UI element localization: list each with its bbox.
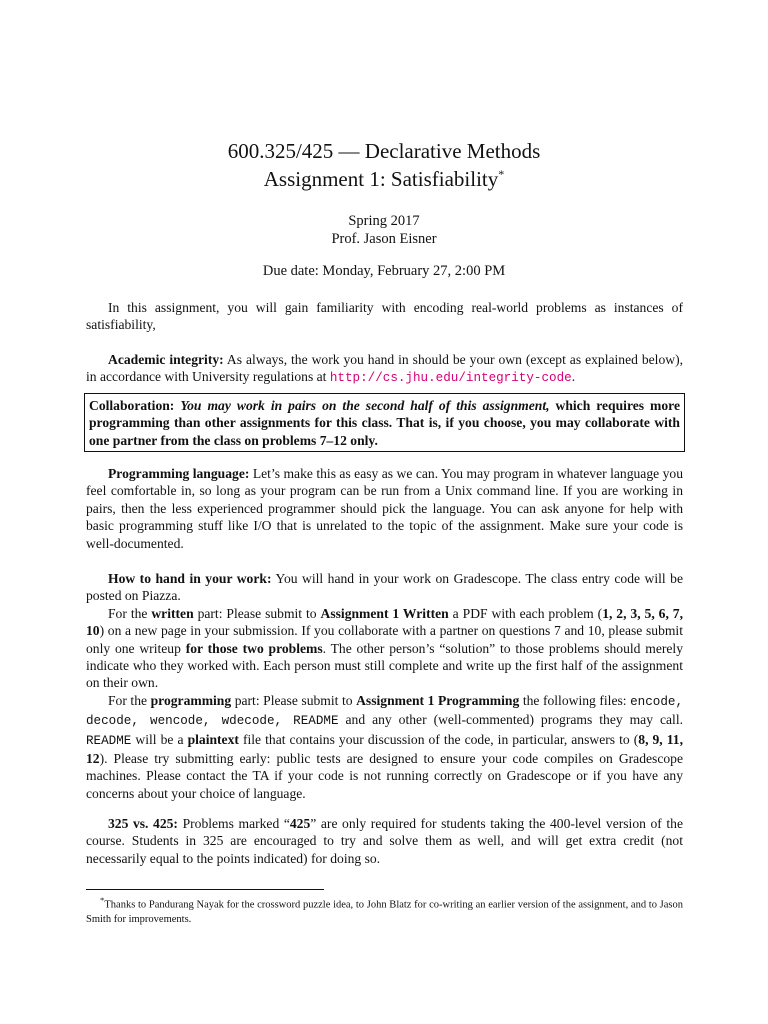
prog-d: Assignment 1 Programming bbox=[356, 692, 520, 708]
handin-label: How to hand in your work: bbox=[108, 571, 272, 586]
written-d: Assignment 1 Written bbox=[320, 605, 449, 621]
collaboration-italic: You may work in pairs on the second half of this assignment, bbox=[180, 398, 550, 413]
handin-section bbox=[86, 570, 683, 802]
written-h: for those two problems bbox=[185, 640, 323, 656]
footnote-marker: * bbox=[498, 167, 505, 181]
prog-c: part: Please submit to bbox=[234, 692, 353, 708]
due-date: Due date: Monday, February 27, 2:00 PM bbox=[262, 263, 506, 279]
language-label: Programming language: bbox=[108, 466, 250, 481]
integrity-label: Academic integrity: bbox=[108, 352, 224, 367]
professor: Prof. Jason Eisner bbox=[331, 231, 437, 247]
prog-problems: 8, 9, 11, 12 bbox=[86, 731, 683, 767]
written-e: a PDF with each problem ( bbox=[452, 605, 603, 621]
prog-h: plaintext bbox=[187, 731, 239, 747]
prog-f: and any other (well-commented) programs they may call. bbox=[345, 712, 683, 728]
assignment-title-text: Assignment 1: Satisfiability bbox=[263, 167, 499, 191]
prog-b: programming bbox=[150, 692, 232, 708]
levels-a: Problems marked “ bbox=[182, 816, 290, 831]
collaboration-box bbox=[84, 393, 685, 452]
intro-paragraph bbox=[86, 299, 683, 334]
written-c: part: Please submit to bbox=[197, 605, 317, 621]
assignment-title bbox=[0, 166, 768, 193]
prog-k: ). Please try submitting early: public tests are designed to ensure your code compiles on Gradescope machines. Please contact the TA if your code is not running correctly on Gradescope or if you have any concerns about your choice of language. bbox=[86, 751, 683, 801]
footnote bbox=[86, 893, 683, 927]
prog-e: the following files: bbox=[522, 692, 627, 708]
intro-text: In this assignment, you will gain familiarity with encoding real-world problems as instances of satisfiability, bbox=[86, 300, 683, 333]
footnote-text: Thanks to Pandurang Nayak for the crossword puzzle idea, to John Blatz for co-writing an earlier version of the assignment, and to Jason Smith for improvements. bbox=[86, 899, 683, 925]
prog-readme: README bbox=[86, 733, 132, 748]
programming-paragraph bbox=[86, 692, 683, 802]
course-title: 600.325/425 — Declarative Methods bbox=[227, 139, 541, 163]
footnote-rule bbox=[86, 889, 324, 890]
written-paragraph bbox=[86, 605, 683, 692]
levels-paragraph bbox=[86, 815, 683, 867]
integrity-text: As always, the work you hand in should be your own (except as explained below), in accordance with University regulations at bbox=[86, 352, 683, 385]
prog-files: encode, decode, wencode, wdecode, README bbox=[86, 694, 683, 729]
levels-b: ” are only required for students taking the 400-level version of the course. Students in 325 are encouraged to try and solve them as well, and will get extra credit (not necessarily equal to the points indicated) for doing so. bbox=[86, 816, 684, 866]
written-b: written bbox=[151, 605, 194, 621]
handin-text: You will hand in your work on Gradescope. The class entry code will be posted on Piazza. bbox=[86, 571, 683, 604]
written-problems: 1, 2, 3, 5, 6, 7, 10 bbox=[86, 605, 684, 639]
integrity-link[interactable]: http://cs.jhu.edu/integrity-code bbox=[329, 371, 572, 386]
language-text: Let’s make this as easy as we can. You may program in whatever language you feel comfortable in, so long as your program can be run from a Unix command line. If you are working in pairs, then the less experienced programmer should pick the language. You can ask anyone for help with basic programming stuff like I/O that is unrelated to the topic of the assignment. Make sure your code is well-documented. bbox=[86, 466, 684, 551]
prog-a: For the bbox=[108, 692, 148, 708]
levels-label: 325 vs. 425: bbox=[108, 816, 178, 831]
collaboration-text: which requires more programming than other assignments for this class. That is, if you choose, you may collaborate with one partner from the class on problems 7–12 only. bbox=[89, 398, 680, 448]
written-i: . The other person’s “solution” to those problems should merely indicate who they worked with. Each person must still complete and write up the first half of the assignment on their own. bbox=[86, 640, 683, 691]
levels-marked: 425 bbox=[289, 816, 311, 831]
prog-g: will be a bbox=[135, 731, 184, 747]
integrity-paragraph bbox=[86, 351, 683, 388]
footnote-star: * bbox=[100, 895, 105, 905]
term: Spring 2017 bbox=[348, 213, 420, 229]
written-a: For the bbox=[108, 605, 148, 621]
integrity-end: . bbox=[571, 369, 576, 385]
language-paragraph bbox=[86, 465, 683, 552]
collaboration-label: Collaboration: bbox=[89, 398, 175, 413]
prog-i: file that contains your discussion of the code, in particular, answers to ( bbox=[242, 731, 639, 747]
written-g: ) on a new page in your submission. If you collaborate with a partner on questions 7 and 10, please submit only one writeup bbox=[86, 623, 683, 656]
